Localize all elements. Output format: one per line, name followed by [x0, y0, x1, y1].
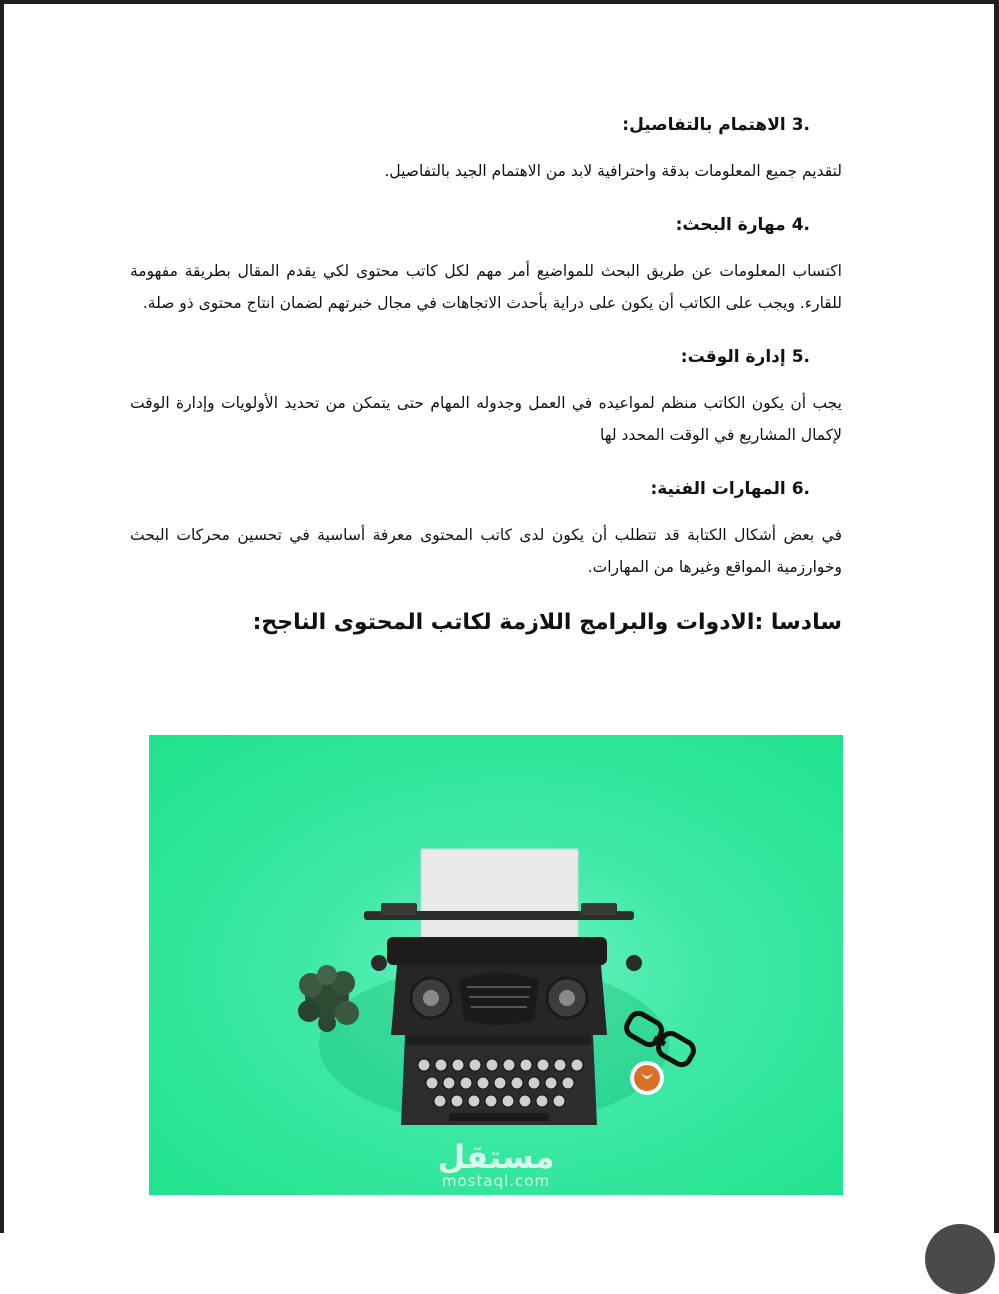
section-4-text: اكتساب المعلومات عن طريق البحث للمواضيع أمر مهم لكل كاتب محتوى لكي يقدم المقال بطريقة مفهومة للقارء. ويجب على الكاتب أن يكون على دراية بأحدث الاتجاهات في مجال خبرتهم لضمان انتاج محتوى ذو صلة.	[130, 262, 842, 312]
section-5-text: يجب أن يكون الكاتب منظم لمواعيده في العمل وجدوله المهام حتى يتمكن من تحديد الأولويات وإدارة الوقت لإكمال المشاريع في الوقت المحدد لها	[130, 394, 842, 444]
section-4-heading: 4.مهارة البحث:	[675, 215, 810, 235]
section-3-text: لتقديم جميع المعلومات بدقة واحترافية لابد من الاهتمام الجيد بالتفاصيل.	[384, 162, 842, 180]
section-6-text: في بعض أشكال الكتابة قد تتطلب أن يكون لدى كاتب المحتوى معرفة أساسية في تحسين محركات البحث وخوارزمية المواقع وغيرها من المهارات.	[130, 526, 842, 576]
typewriter-image	[149, 735, 843, 1195]
plant-icon	[298, 965, 359, 1032]
document-page	[130, 92, 842, 643]
top-bar	[0, 0, 999, 4]
section-title: سادسا :الادوات والبرامج اللازمة لكاتب المحتوى الناجح:	[252, 610, 842, 635]
coffee-cup-icon	[630, 1061, 664, 1095]
typewriter-illustration	[149, 735, 843, 1195]
floating-action-button[interactable]	[925, 1224, 995, 1294]
watermark	[149, 1138, 843, 1190]
watermark-logo: مستقل	[437, 1138, 555, 1176]
right-frame	[994, 0, 999, 1233]
section-3-heading: 3.الاهتمام بالتفاصيل:	[622, 115, 810, 135]
left-frame	[0, 0, 4, 1233]
watermark-url: mostaql.com	[441, 1172, 551, 1190]
section-6-heading: 6.المهارات الفنية:	[650, 479, 810, 499]
section-5-heading: 5.إدارة الوقت:	[680, 347, 810, 367]
